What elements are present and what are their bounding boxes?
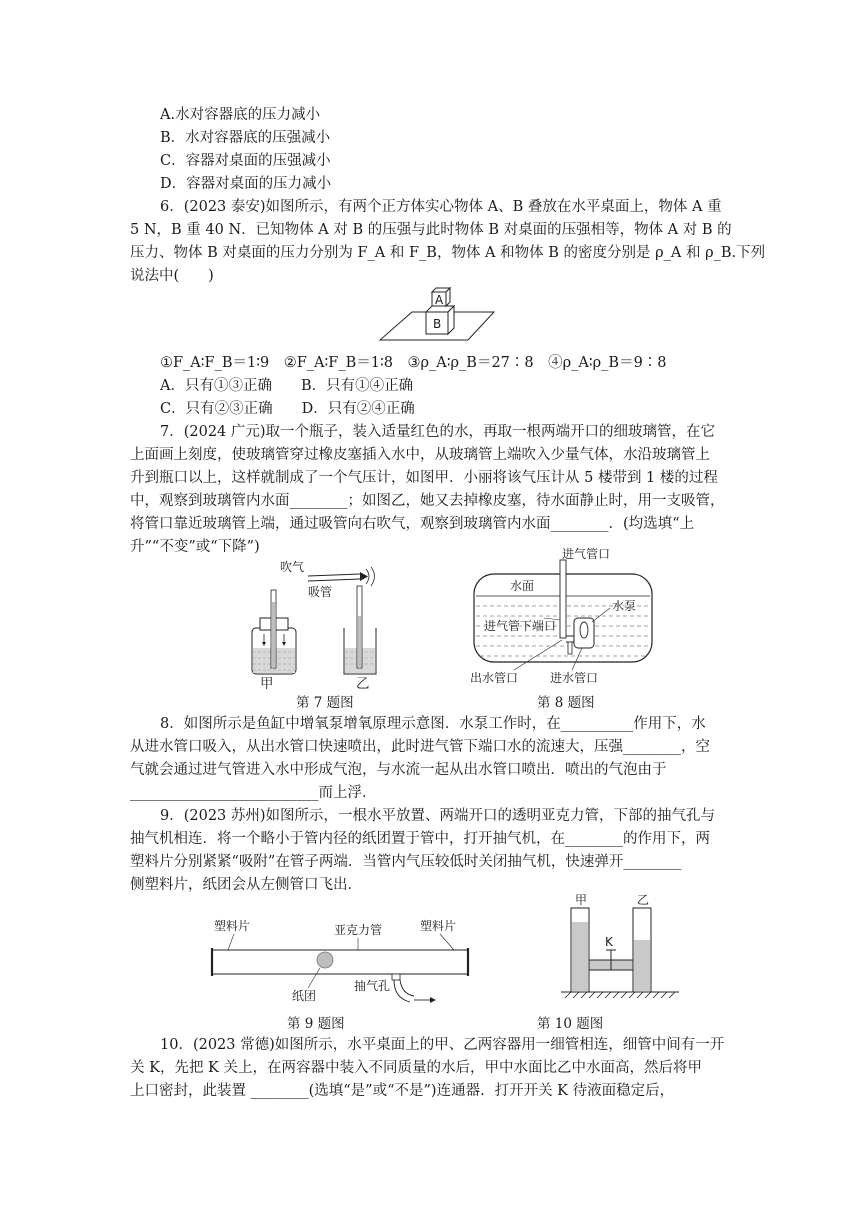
q8-line-4: __________________________而上浮． bbox=[130, 785, 377, 801]
q7-line-2: 上面画上刻度，使玻璃管穿过橡皮塞插入水中，从玻璃管上端吹入少量气体，水沿玻璃管上 bbox=[130, 447, 710, 463]
container-jia-label: 甲 bbox=[575, 893, 588, 907]
inlet-label: 进水管口 bbox=[550, 671, 599, 685]
q10-line-3: 上口密封，此装置 ________(选填“是”或“不是”)连通器．打开开关 K 待液面稳定后， bbox=[130, 1083, 675, 1099]
suction-hole-label: 抽气孔 bbox=[354, 979, 391, 993]
q10-line-2: 关 K，先把 K 关上，在两容器中装入不同质量的水后，甲中水面比乙中水面高，然后将甲 bbox=[130, 1060, 702, 1076]
q8-line-2: 从进水管口吸入，从出水管口快速喷出，此时进气管下端口水的流速大，压强________，空 bbox=[130, 739, 710, 755]
bottle-jia bbox=[252, 590, 296, 674]
q5-option-c: C．容器对桌面的压强减小 bbox=[160, 153, 331, 169]
cube-b-label: B bbox=[433, 317, 442, 331]
blow-label: 吹气 bbox=[280, 560, 305, 574]
straw-label: 吸管 bbox=[308, 585, 333, 599]
plastic-right-label: 塑料片 bbox=[420, 919, 457, 933]
q7-line-5: 将管口靠近玻璃管上端，通过吸管向右吹气，观察到玻璃管内水面________．(均选填“上 bbox=[130, 516, 695, 532]
cube-a-label: A bbox=[435, 293, 444, 307]
air-inlet-label: 进气管口 bbox=[562, 547, 611, 561]
q7-line-1: 7．(2024 广元)取一个瓶子，装入适量红色的水，再取一根两端开口的细玻璃管，在它 bbox=[160, 424, 716, 440]
q6-options-row-2: C．只有②③正确 D．只有②④正确 bbox=[160, 401, 415, 417]
q6-figure-stacked-cubes bbox=[372, 282, 502, 352]
q5-option-a: A.水对容器底的压力减小 bbox=[160, 107, 321, 123]
q10-figure-connected-containers bbox=[555, 893, 685, 1006]
container-yi-label: 乙 bbox=[637, 893, 650, 907]
q10-line-1: 10．(2023 常德)如图所示，水平桌面上的甲、乙两容器用一细管相连，细管中间有一开 bbox=[160, 1037, 725, 1053]
q7-figure-caption: 第 7 题图 bbox=[296, 695, 354, 711]
q7-figure-label-jia: 甲 bbox=[260, 676, 274, 692]
acrylic-tube-label: 亚克力管 bbox=[334, 923, 383, 937]
water-surface-label: 水面 bbox=[510, 579, 535, 593]
suction-hole bbox=[392, 974, 400, 980]
q9-line-4: 侧塑料片，纸团会从左侧管口飞出． bbox=[130, 877, 362, 893]
q6-line-4: 说法中( ) bbox=[130, 268, 214, 284]
q9-line-2: 抽气机相连．将一个略小于管内径的纸团置于管中，打开抽气机，在________的作用下，两 bbox=[130, 831, 710, 847]
q6-statements: ①F_A∶F_B＝1∶9 ②F_A∶F_B＝1∶8 ③ρ_A∶ρ_B＝27∶8 ④ρ_A∶ρ_B＝9∶8 bbox=[160, 355, 667, 371]
q7-line-6: 升”“不变”或“下降”) bbox=[130, 539, 260, 555]
q7-line-3: 升到瓶口以上，这样就制成了一个气压计，如图甲．小丽将该气压计从 5 楼带到 1 楼的过程 bbox=[130, 470, 718, 486]
q6-line-1: 6．(2023 泰安)如图所示，有两个正方体实心物体 A、B 叠放在水平桌面上，物体 A 重 bbox=[160, 199, 722, 215]
q6-options-row-1: A．只有①③正确 B．只有①④正确 bbox=[160, 378, 414, 394]
plastic-left-label: 塑料片 bbox=[214, 919, 251, 933]
cup-yi bbox=[344, 586, 376, 674]
q8-figure-caption: 第 8 题图 bbox=[537, 695, 595, 711]
q10-figure-caption: 第 10 题图 bbox=[537, 1016, 604, 1032]
paper-ball bbox=[317, 952, 333, 968]
valve-k-label: K bbox=[605, 935, 613, 949]
q7-line-4: 中，观察到玻璃管内水面________；如图乙，她又去掉橡皮塞，待水面静止时，用一支吸管， bbox=[130, 493, 725, 509]
q8-line-3: 气就会通过进气管进入水中形成气泡，与水流一起从出水管口喷出．喷出的气泡由于 bbox=[130, 762, 667, 778]
q8-figure-aquarium-pump bbox=[470, 548, 670, 688]
q8-line-1: 8．如图所示是鱼缸中增氧泵增氧原理示意图．水泵工作时，在__________作用下，水 bbox=[160, 716, 706, 732]
pump-label: 水泵 bbox=[612, 599, 637, 613]
q9-line-3: 塑料片分别紧紧“吸附”在管子两端．当管内气压较低时关闭抽气机，快速弹开________ bbox=[130, 854, 682, 870]
q5-option-d: D．容器对桌面的压力减小 bbox=[160, 176, 332, 192]
q7-figure-barometer bbox=[240, 556, 400, 686]
q9-figure-acrylic-tube bbox=[208, 910, 478, 1010]
paper-ball-label: 纸团 bbox=[292, 989, 317, 1003]
q5-option-b: B．水对容器底的压强减小 bbox=[160, 130, 331, 146]
air-lower-end-label: 进气管下端口 bbox=[484, 619, 557, 633]
outlet-label: 出水管口 bbox=[470, 671, 519, 685]
q6-line-3: 压力、物体 B 对桌面的压力分别为 F_A 和 F_B，物体 A 和物体 B 的密度分别是 ρ_A 和 ρ_B.下列 bbox=[130, 245, 766, 261]
q9-line-1: 9．(2023 苏州)如图所示，一根水平放置、两端开口的透明亚克力管，下部的抽气孔与 bbox=[160, 808, 716, 824]
q6-line-2: 5 N，B 重 40 N．已知物体 A 对 B 的压强与此时物体 B 对桌面的压强相等，物体 A 对 B 的 bbox=[130, 222, 732, 238]
q9-figure-caption: 第 9 题图 bbox=[287, 1016, 345, 1032]
q7-figure-label-yi: 乙 bbox=[356, 676, 370, 692]
